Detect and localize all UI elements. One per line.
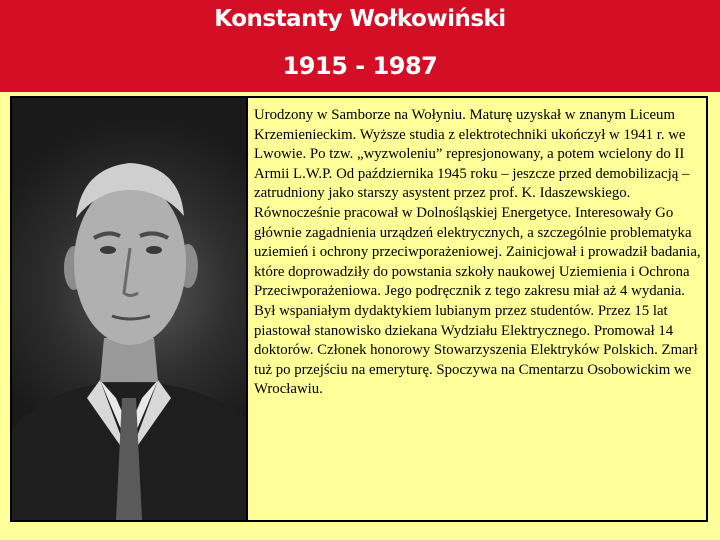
portrait-photo — [12, 98, 248, 520]
header-banner — [0, 0, 720, 92]
content-frame — [10, 96, 708, 522]
life-years: 1915 - 1987 — [282, 52, 438, 80]
biography-text: Urodzony w Samborze na Wołyniu. Maturę uzyskał w znanym Liceum Krzemienieckim. Wyższe studia z elektrotechniki ukończył w 1941 r. we Lwowie. Po tzw. „wyzwoleniu” represjonowany, a potem wcielony do II Armii L.W.P. Od października 1945 roku – jeszcze przed demobilizacją – zatrudniony jako starszy asystent przez prof. K. Idaszewskiego. Równocześnie pracował w Dolnośląskiej Energetyce. Interesowały Go głównie zagadnienia urządzeń elektrycznych, a szczególnie problematyka uziemień i ochrony przeciwporażeniowej. Zainicjował i prowadził badania, które doprowadziły do powstania szkoły naukowej Uziemienia i Ochrona Przeciwporażeniowa. Jego podręcznik z tego zakresu miał aż 4 wydania. Był wspaniałym dydaktykiem lubianym przez studentów. Przez 15 lat piastował stanowisko dziekana Wydziału Elektrycznego. Promował 14 doktorów. Członek honorowy Stowarzyszenia Elektryków Polskich. Zmarł tuż po przejściu na emeryturę. Spoczywa na Cmentarzu Osobowickim we Wrocławiu. — [254, 107, 701, 398]
portrait-illustration — [12, 98, 246, 520]
person-name: Konstanty Wołkowiński — [214, 6, 506, 32]
